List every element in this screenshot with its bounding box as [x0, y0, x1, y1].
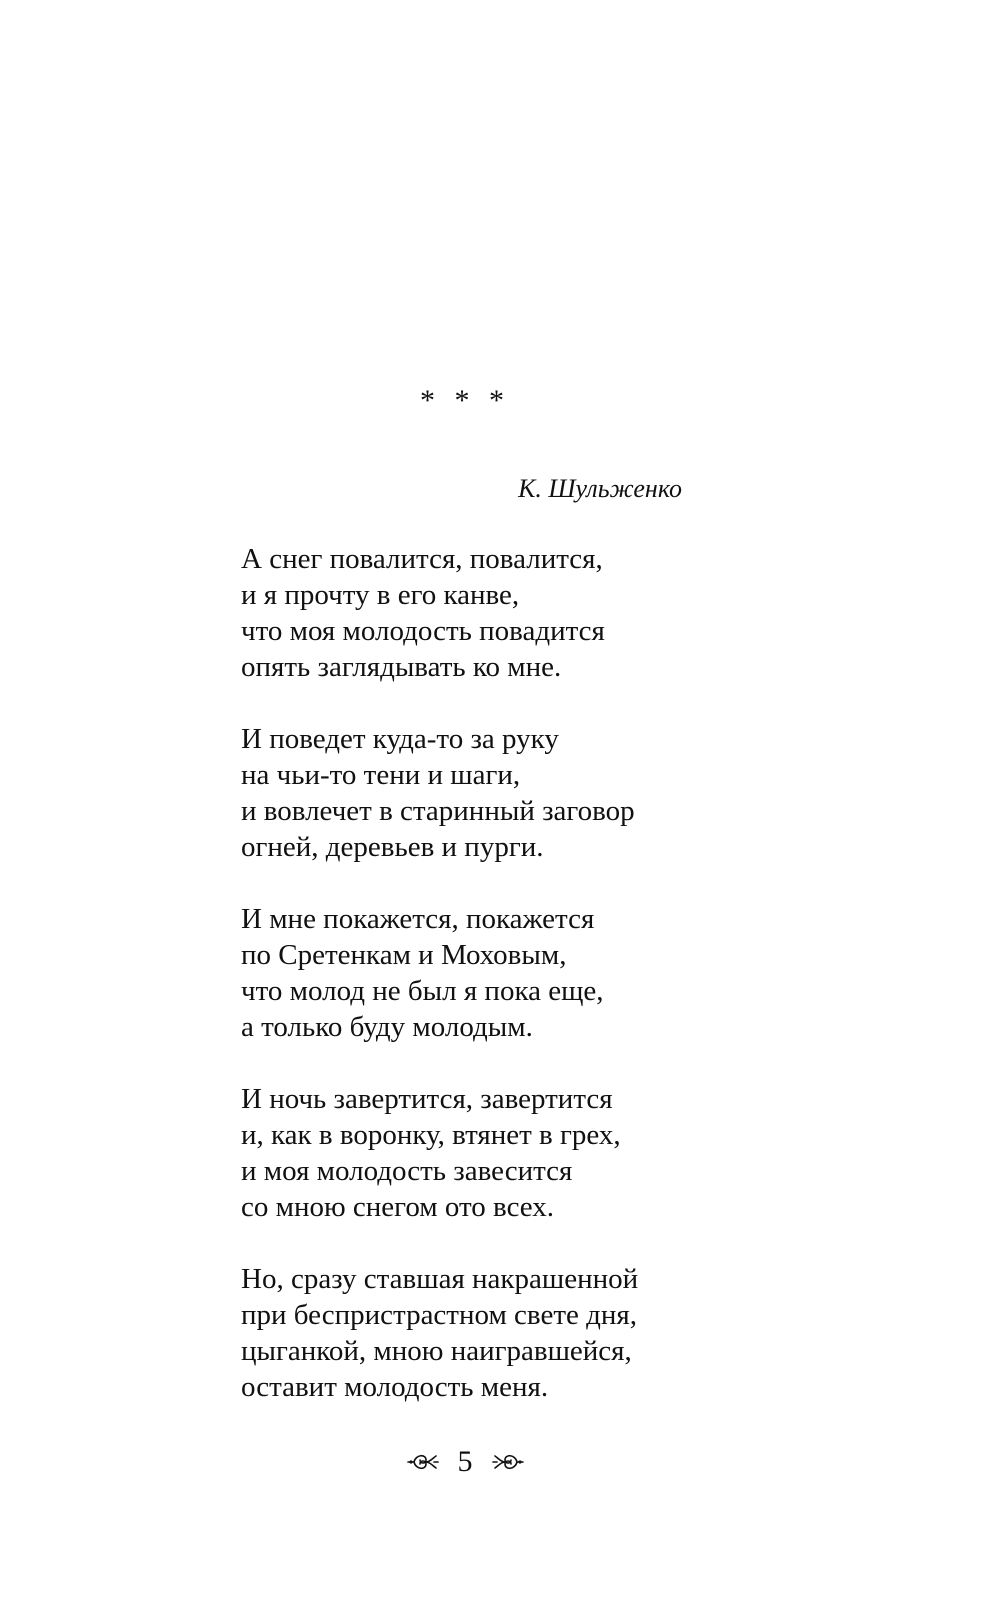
poem-line: что моя молодость повадится	[241, 615, 605, 647]
poem-line: и, как в воронку, втянет в грех,	[241, 1119, 621, 1151]
stanza	[241, 721, 941, 865]
poem-line: огней, деревьев и пурги.	[241, 831, 544, 863]
flourish-icon	[406, 1448, 440, 1476]
poem-line: при беспристрастном свете дня,	[241, 1299, 637, 1331]
poem-line: на чьи-то тени и шаги,	[241, 759, 521, 791]
stanza	[241, 901, 941, 1045]
poem-line: А снег повалится, повалится,	[241, 543, 603, 575]
poem-line: И мне покажется, покажется	[241, 903, 595, 935]
section-separator: * * *	[420, 384, 510, 417]
stanza	[241, 541, 941, 685]
poem-line: со мною снегом ото всех.	[241, 1191, 555, 1223]
flourish-icon	[491, 1448, 525, 1476]
poem-line: цыганкой, мною наигравшейся,	[241, 1335, 632, 1367]
stanza	[241, 1261, 941, 1405]
poem-line: опять заглядывать ко мне.	[241, 651, 562, 683]
poem-line: И ночь завертится, завертится	[241, 1083, 613, 1115]
poem	[241, 541, 941, 1441]
page-footer	[0, 1445, 930, 1479]
poem-line: и моя молодость завесится	[241, 1155, 573, 1187]
poem-line: а только буду молодым.	[241, 1011, 533, 1043]
dedication: К. Шульженко	[518, 474, 682, 503]
poem-line: и вовлечет в старинный заговор	[241, 795, 635, 827]
poem-line: и я прочту в его канве,	[241, 579, 520, 611]
poem-line: И поведет куда-то за руку	[241, 723, 559, 755]
poem-line: оставит молодость меня.	[241, 1371, 549, 1403]
page-number: 5	[457, 1445, 473, 1478]
poem-line: что молод не был я пока еще,	[241, 975, 604, 1007]
poem-line: по Сретенкам и Моховым,	[241, 939, 567, 971]
poem-line: Но, сразу ставшая накрашенной	[241, 1263, 639, 1295]
stanza	[241, 1081, 941, 1225]
